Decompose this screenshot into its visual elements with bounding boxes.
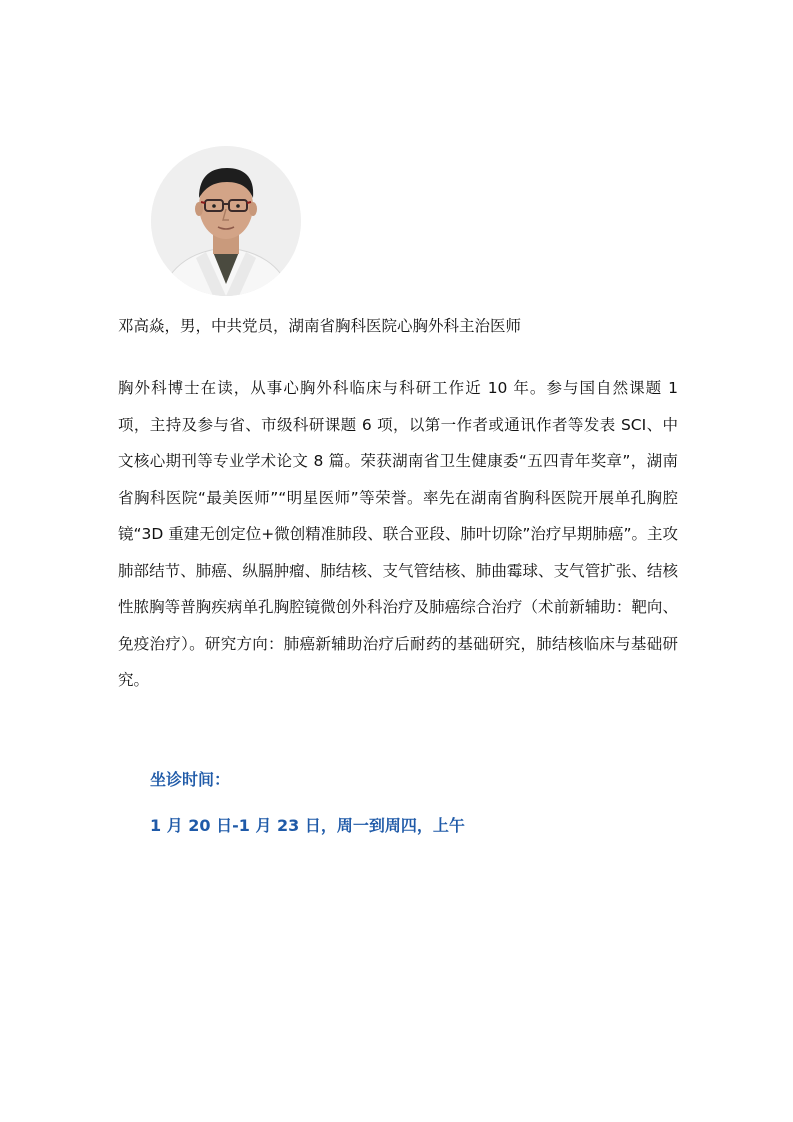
clinic-time-label: 坐诊时间： bbox=[150, 770, 231, 789]
clinic-time-value: 1 月 20 日-1 月 23 日，周一到周四，上午 bbox=[150, 816, 465, 835]
doctor-headline: 邓高焱，男，中共党员，湖南省胸科医院心胸外科主治医师 bbox=[118, 317, 522, 335]
doctor-photo bbox=[151, 146, 301, 296]
doctor-bio: 胸外科博士在读，从事心胸外科临床与科研工作近 10 年。参与国自然课题 1 项，主持及参与省、市级科研课题 6 项，以第一作者或通讯作者等发表 SCI、中文核心期刊等专业学术论文 8 篇。荣获湖南省卫生健康委“五四青年奖章”，湖南省胸科医院“最美医师”“明星医师”等荣誉。率先在湖南省胸科医院开展单孔胸腔镜“3D 重建无创定位+微创精准肺段、联合亚段、肺叶切除”治疗早期肺癌”。主攻肺部结节、肺癌、纵膈肿瘤、肺结核、支气管结核、肺曲霉球、支气管扩张、结核性脓胸等普胸疾病单孔胸腔镜微创外科治疗及肺癌综合治疗（术前新辅助：靶向、免疫治疗）。研究方向：肺癌新辅助治疗后耐药的基础研究，肺结核临床与基础研究。 bbox=[118, 379, 678, 689]
doctor-portrait-icon bbox=[151, 146, 301, 296]
